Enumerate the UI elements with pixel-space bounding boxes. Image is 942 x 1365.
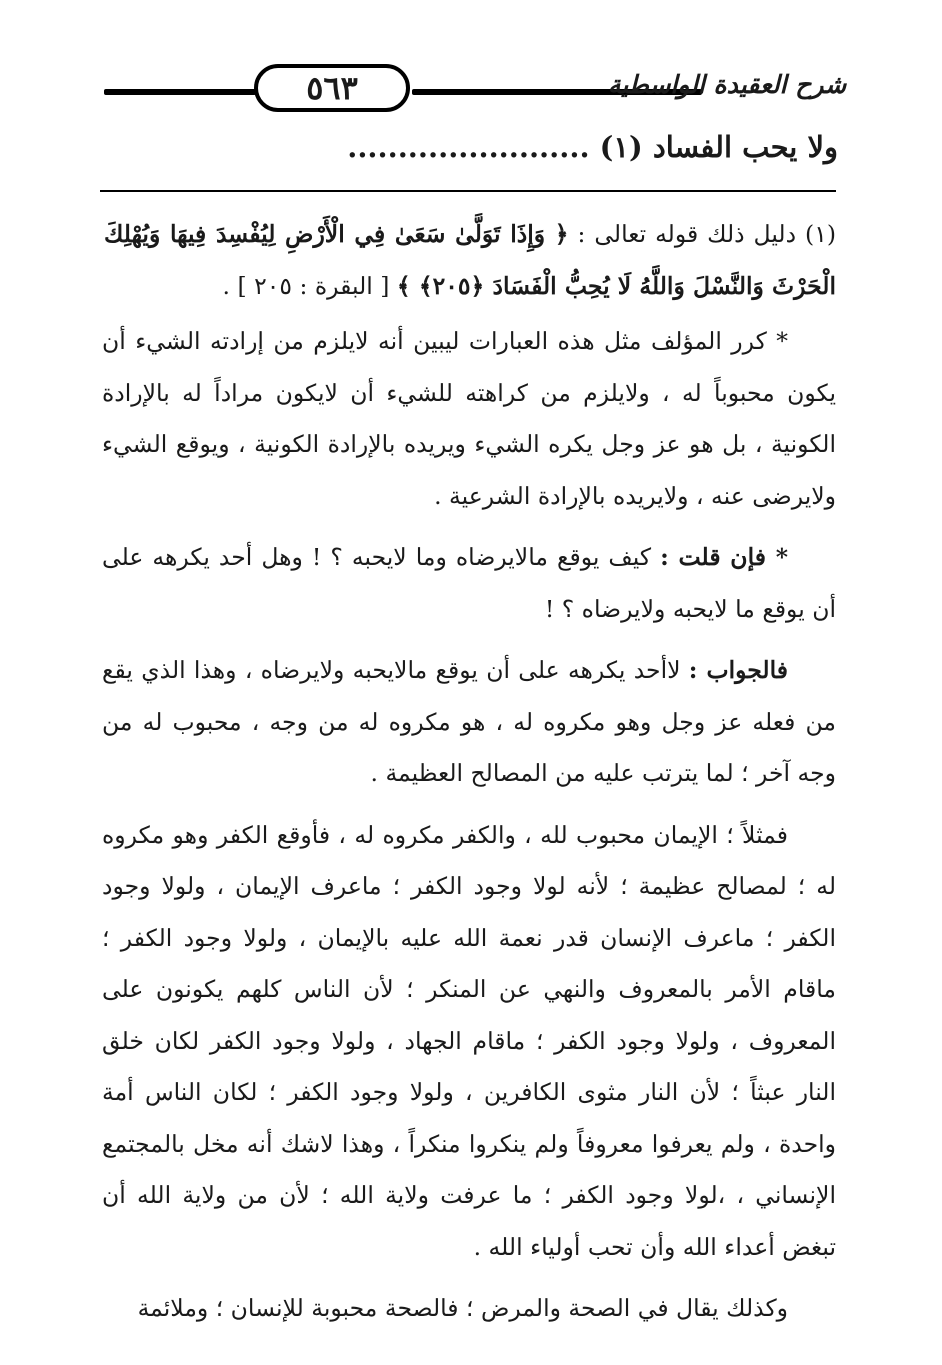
paragraph [102, 316, 836, 522]
running-title: شرح العقيدة الواسطية [608, 70, 847, 99]
paragraph-text: فمثلاً ؛ الإيمان محبوب لله ، والكفر مكروه له ، فأوقع الكفر وهو مكروه له ؛ لمصالح عظيمة ؛ لأنه لولا وجود الكفر ؛ ماعرف الإيمان ، ولولا وجود الكفر ؛ ماعرف الإنسان قدر نعمة الله عليه بالإيمان ، ولولا وجود الكفر ؛ ماقام الأمر بالمعروف والنهي عن المنكر ؛ لأن الناس كلهم يكونون على المعروف ، ولولا وجود الكفر ؛ ماقام الجهاد ، ولولا وجود الكفر لكان خلق النار عبثاً ؛ لأن النار مثوى الكافرين ، ولولا وجود الكفر ؛ لكان الناس أمة واحدة ، ولم يعرفوا معروفاً ولم ينكروا منكراً ، وهذا لاشك أنه مخل بالمجتمع الإنساني ، ،لولا وجود الكفر ؛ ما عرفت ولاية الله ؛ لأن من ولاية الله أن تبغض أعداء الله وأن تحب أولياء الله . [102, 820, 836, 1261]
paragraph [102, 1283, 836, 1335]
main-text-line [98, 130, 838, 164]
quran-verse: ﴿ وَإِذَا تَوَلَّىٰ سَعَىٰ فِي الْأَرْضِ لِيُفْسِدَ فِيهَا وَيُهْلِكَ الْحَرْثَ وَالنَّسْلَ وَاللَّهُ لَا يُحِبُّ الْفَسَادَ ﴿٢٠٥﴾ ﴾ [104, 220, 836, 300]
paragraph-text: كيف يوقع مالايرضاه وما لايحبه ؟ ! وهل أحد يكرهه على أن يوقع ما لايحبه ولايرضاه ؟ ! [102, 543, 836, 623]
header-rule-left [104, 89, 256, 95]
page-number: ٥٦٣ [254, 64, 410, 112]
footnote-intro: دليل ذلك قوله تعالى : [577, 220, 797, 248]
paragraph-text: كرر المؤلف مثل هذه العبارات ليبين أنه لايلزم من إرادته الشيء أن يكون محبوباً له ، ولايلزم من كراهته للشيء أن لايكون مراداً له بالإرادة الكونية ، بل هو عز وجل يكره الشيء ويريده بالإرادة الكونية ، ويوقع الشيء ولايرضى عنه ، ولايريده بالإرادة الشرعية . [102, 327, 836, 510]
footnote-marker: (١) [599, 130, 643, 164]
continuation-dots: ........................ [347, 130, 590, 164]
paragraph [102, 645, 836, 800]
paragraph [102, 532, 836, 635]
paragraph [102, 810, 836, 1274]
paragraph-lead: فالجواب : [688, 656, 788, 684]
footnote-divider [100, 190, 836, 192]
page-body [102, 316, 836, 1345]
footnote [104, 208, 836, 312]
paragraph-text: لاأحد يكرهه على أن يوقع مالايحبه ولايرضاه ، وهذا الذي يقع من فعله عز وجل وهو مكروه له ، هو مكروه له من وجه ، محبوب له من وجه آخر ؛ لما يترتب عليه من المصالح العظيمة . [102, 656, 836, 787]
page-header [96, 58, 847, 118]
paragraph-lead: * فإن قلت : [660, 543, 788, 571]
bullet-marker: * [766, 327, 788, 355]
main-text: ولا يحب الفساد [652, 130, 838, 164]
footnote-number: (١) [805, 220, 836, 248]
paragraph-text: وكذلك يقال في الصحة والمرض ؛ فالصحة محبوبة للإنسان ؛ وملائمة [137, 1294, 788, 1322]
verse-reference: [ البقرة : ٢٠٥ ] . [222, 272, 390, 300]
